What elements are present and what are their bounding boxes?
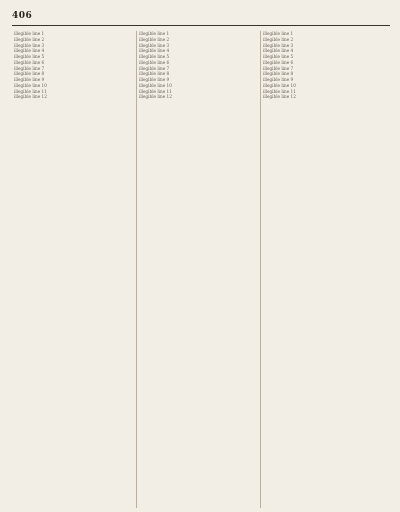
column-text-line: illegible line 11 <box>139 88 172 94</box>
column-text-line: illegible line 3 <box>139 42 170 48</box>
column-text-line: illegible line 10 <box>14 82 47 88</box>
column-text-line: illegible line 7 <box>139 65 170 71</box>
running-head <box>12 9 390 26</box>
text-column-3 <box>260 31 384 508</box>
column-text-line: illegible line 8 <box>139 71 170 77</box>
column-text-line: illegible line 5 <box>263 54 294 59</box>
text-column-2 <box>136 31 260 508</box>
column-text-line: illegible line 9 <box>14 77 45 82</box>
page-number: 406 <box>12 11 33 21</box>
text-column-1 <box>12 31 136 508</box>
column-text-line: illegible line 7 <box>14 65 45 71</box>
column-text-line: illegible line 9 <box>263 77 294 82</box>
column-text-line: illegible line 11 <box>263 88 296 94</box>
column-text-line: illegible line 3 <box>14 42 45 48</box>
column-text-line: illegible line 11 <box>14 88 47 94</box>
column-text-line: illegible line 7 <box>263 65 294 71</box>
column-text-line: illegible line 4 <box>139 48 170 54</box>
column-text-line: illegible line 12 <box>139 94 172 100</box>
column-text-line: illegible line 6 <box>14 59 45 65</box>
column-text-line: illegible line 1 <box>14 31 45 36</box>
column-text-line: illegible line 4 <box>14 48 45 54</box>
column-text-line: illegible line 5 <box>139 54 170 59</box>
column-text-line: illegible line 10 <box>263 82 296 88</box>
column-text-line: illegible line 3 <box>263 42 294 48</box>
column-text-line: illegible line 2 <box>14 36 45 42</box>
column-text-line: illegible line 2 <box>139 36 170 42</box>
column-text-line: illegible line 12 <box>14 94 47 100</box>
text-columns <box>12 31 390 508</box>
column-text-line: illegible line 8 <box>263 71 294 77</box>
column-text-line: illegible line 8 <box>14 71 45 77</box>
column-text-line: illegible line 6 <box>263 59 294 65</box>
column-text-line: illegible line 5 <box>14 54 45 59</box>
column-text-line: illegible line 6 <box>139 59 170 65</box>
column-text-line: illegible line 12 <box>263 94 296 100</box>
column-text-line: illegible line 1 <box>263 31 294 36</box>
column-text-line: illegible line 2 <box>263 36 294 42</box>
column-text-line: illegible line 10 <box>139 82 172 88</box>
column-text-line: illegible line 1 <box>139 31 170 36</box>
column-text-line: illegible line 9 <box>139 77 170 82</box>
column-text-line: illegible line 4 <box>263 48 294 54</box>
